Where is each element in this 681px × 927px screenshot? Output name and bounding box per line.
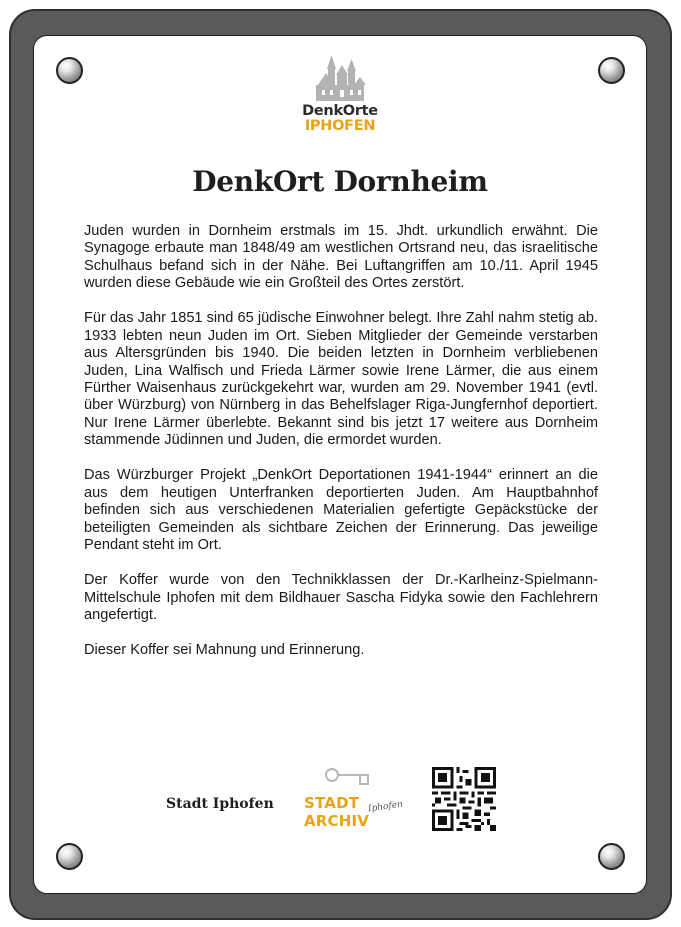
screw-icon bbox=[56, 843, 83, 870]
stadtarchiv-logo bbox=[302, 764, 402, 834]
paragraph: Das Würzburger Projekt „DenkOrt Deportationen 1941-1944“ erinnert an die aus dem heutigen Unterfranken deportierten Juden. Am Hauptbahnhof befinden sich aus verschiedenen Materialien gefertigte Gepäckstücke der beteiligten Gemeinden als sichtbare Zeichen der Erinnerung. Das jeweilige Pendant steht im Ort. bbox=[84, 467, 598, 554]
denkorte-logo bbox=[290, 55, 390, 140]
qr-code-icon[interactable] bbox=[432, 767, 496, 831]
logo-line-iphofen: IPHOFEN bbox=[304, 118, 376, 134]
paragraph: Juden wurden in Dornheim erstmals im 15. Jhdt. urkundlich erwähnt. Die Synagoge erbaute man 1848/49 am westlichen Ortsrand neu, das israelitische Schulhaus befand sich in der Nähe. Bei Luftangriffen am 10./11. April 1945 wurden diese Gebäude wie ein Großteil des Ortes zerstört. bbox=[84, 223, 598, 292]
archiv-script-iphofen: Iphofen bbox=[367, 799, 404, 815]
paragraph: Der Koffer wurde von den Technikklassen der Dr.-Karlheinz-Spielmann-Mittelschule Iphofen mit dem Bildhauer Sascha Fidyka sowie den Fachlehrern angefertigt. bbox=[84, 572, 598, 624]
logo-line-denkorte: DenkOrte bbox=[302, 103, 378, 119]
screw-icon bbox=[56, 57, 83, 84]
paragraph: Für das Jahr 1851 sind 65 jüdische Einwohner belegt. Ihre Zahl nahm stetig ab. 1933 lebten neun Juden im Ort. Sieben Mitglieder der Gemeinde verstarben aus Altersgründen bis 1940. Die beiden letzten in Dornheim verbliebenen Juden, Lina Walfisch und Frieda Lärmer sowie Irene Lärmer, die aus einem Fürther Waisenhaus zurückgekehrt war, wurden am 29. November 1941 (evtl. über Würzburg) von Nürnberg in das Behelfslager Riga-Jungfernhof deportiert. Nur Irene Lärmer überlebte. Bekannt sind bis jetzt 17 weitere aus Dornheim stammende Jüdinnen und Juden, die ermordet wurden. bbox=[84, 310, 598, 449]
key-icon bbox=[324, 766, 370, 788]
screw-icon bbox=[598, 843, 625, 870]
church-skyline-icon bbox=[314, 55, 366, 101]
body-text bbox=[84, 223, 598, 678]
page-title: DenkOrt Dornheim bbox=[192, 165, 488, 198]
archiv-line-stadt: STADT bbox=[304, 794, 360, 812]
stadt-iphofen-label: Stadt Iphofen bbox=[166, 796, 274, 812]
archiv-line-archiv: ARCHIV bbox=[304, 812, 370, 830]
paragraph: Dieser Koffer sei Mahnung und Erinnerung. bbox=[84, 642, 365, 659]
screw-icon bbox=[598, 57, 625, 84]
